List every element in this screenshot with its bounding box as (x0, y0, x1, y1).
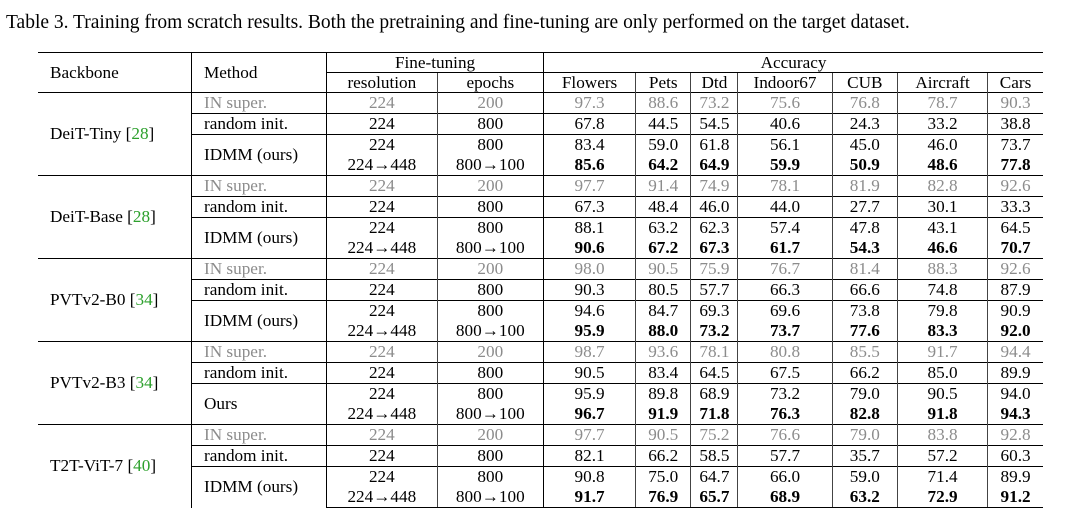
accuracy-cell-cars: 64.5 (988, 218, 1043, 239)
accuracy-cell-cub: 73.8 (832, 301, 897, 322)
accuracy-cell-aircraft: 33.2 (898, 114, 988, 135)
accuracy-cell-cars: 87.9 (988, 280, 1043, 301)
accuracy-cell-cub: 54.3 (832, 238, 897, 259)
accuracy-cell-dtd: 46.0 (691, 197, 738, 218)
accuracy-cell-flowers: 95.9 (544, 384, 636, 405)
accuracy-cell-flowers: 83.4 (544, 135, 636, 156)
accuracy-cell-pets: 59.0 (636, 135, 691, 156)
accuracy-cell-cub: 63.2 (832, 487, 897, 508)
backbone-name: T2T-ViT-7 (50, 456, 124, 476)
accuracy-cell-pets: 90.5 (636, 259, 691, 280)
resolution-cell: 224 (327, 384, 438, 405)
accuracy-cell-dtd: 78.1 (691, 342, 738, 363)
accuracy-cell-aircraft: 46.0 (898, 135, 988, 156)
citation-link[interactable]: 28 (132, 207, 151, 226)
header-dataset-aircraft: Aircraft (898, 73, 988, 93)
resolution-cell: 224 (327, 259, 438, 280)
accuracy-cell-dtd: 75.9 (691, 259, 738, 280)
accuracy-cell-flowers: 90.5 (544, 363, 636, 384)
accuracy-cell-pets: 89.8 (636, 384, 691, 405)
epochs-cell: 800→100 (437, 155, 543, 176)
citation-link[interactable]: 40 (133, 456, 151, 476)
accuracy-cell-dtd: 67.3 (691, 238, 738, 259)
epochs-cell: 800→100 (437, 487, 543, 508)
epochs-cell: 800 (437, 446, 543, 467)
accuracy-cell-aircraft: 91.8 (898, 404, 988, 425)
accuracy-cell-cars: 90.3 (988, 93, 1043, 114)
accuracy-cell-pets: 88.6 (636, 93, 691, 114)
accuracy-cell-cub: 24.3 (832, 114, 897, 135)
accuracy-cell-cars: 92.8 (988, 425, 1043, 446)
method-cell: IDMM (ours) (192, 135, 327, 176)
accuracy-cell-aircraft: 83.8 (898, 425, 988, 446)
accuracy-cell-cub: 76.8 (832, 93, 897, 114)
accuracy-cell-pets: 63.2 (636, 218, 691, 239)
epochs-cell: 800 (437, 114, 543, 135)
epochs-cell: 800 (437, 135, 543, 156)
method-cell: random init. (192, 280, 327, 301)
method-cell: random init. (192, 114, 327, 135)
accuracy-cell-dtd: 68.9 (691, 384, 738, 405)
accuracy-cell-cub: 85.5 (832, 342, 897, 363)
epochs-cell: 200 (437, 176, 543, 197)
accuracy-cell-indoor67: 68.9 (738, 487, 832, 508)
accuracy-cell-flowers: 67.3 (544, 197, 636, 218)
backbone-name: PVTv2-B3 (50, 373, 126, 392)
backbone-name: DeiT-Tiny (50, 124, 122, 143)
accuracy-cell-aircraft: 85.0 (898, 363, 988, 384)
accuracy-cell-aircraft: 72.9 (898, 487, 988, 508)
accuracy-cell-pets: 93.6 (636, 342, 691, 363)
accuracy-cell-pets: 75.0 (636, 467, 691, 488)
accuracy-cell-dtd: 65.7 (691, 487, 738, 508)
accuracy-cell-dtd: 62.3 (691, 218, 738, 239)
header-backbone: Backbone (38, 53, 192, 93)
accuracy-cell-cub: 82.8 (832, 404, 897, 425)
method-cell: IN super. (192, 259, 327, 280)
accuracy-cell-flowers: 97.7 (544, 176, 636, 197)
accuracy-cell-cub: 81.9 (832, 176, 897, 197)
accuracy-cell-pets: 76.9 (636, 487, 691, 508)
accuracy-cell-aircraft: 71.4 (898, 467, 988, 488)
header-epochs: epochs (437, 73, 543, 93)
accuracy-cell-cars: 90.9 (988, 301, 1043, 322)
epochs-cell: 800 (437, 301, 543, 322)
table-header (38, 53, 1043, 93)
resolution-cell: 224 (327, 93, 438, 114)
backbone-cell: DeiT-Base [28] (38, 176, 192, 259)
resolution-cell: 224 (327, 467, 438, 488)
method-cell: random init. (192, 197, 327, 218)
backbone-cell: PVTv2-B3 [34] (38, 342, 192, 425)
accuracy-cell-pets: 64.2 (636, 155, 691, 176)
resolution-cell: 224 (327, 446, 438, 467)
accuracy-cell-cub: 50.9 (832, 155, 897, 176)
header-accuracy: Accuracy (544, 53, 1043, 73)
resolution-cell: 224 (327, 114, 438, 135)
accuracy-cell-cars: 92.6 (988, 176, 1043, 197)
accuracy-cell-indoor67: 76.3 (738, 404, 832, 425)
accuracy-cell-cub: 59.0 (832, 467, 897, 488)
resolution-cell: 224 (327, 301, 438, 322)
resolution-cell: 224 (327, 135, 438, 156)
accuracy-cell-cub: 35.7 (832, 446, 897, 467)
accuracy-cell-cars: 94.0 (988, 384, 1043, 405)
accuracy-cell-aircraft: 48.6 (898, 155, 988, 176)
accuracy-cell-indoor67: 75.6 (738, 93, 832, 114)
table-row (38, 425, 1043, 446)
accuracy-cell-cub: 27.7 (832, 197, 897, 218)
epochs-cell: 800→100 (437, 238, 543, 259)
accuracy-cell-cub: 79.0 (832, 425, 897, 446)
header-row-1 (38, 53, 1043, 73)
method-cell: random init. (192, 363, 327, 384)
accuracy-cell-dtd: 74.9 (691, 176, 738, 197)
accuracy-cell-aircraft: 78.7 (898, 93, 988, 114)
accuracy-cell-aircraft: 79.8 (898, 301, 988, 322)
accuracy-cell-flowers: 67.8 (544, 114, 636, 135)
accuracy-cell-flowers: 95.9 (544, 321, 636, 342)
accuracy-cell-pets: 90.5 (636, 425, 691, 446)
resolution-cell: 224 (327, 218, 438, 239)
header-finetuning: Fine-tuning (327, 53, 544, 73)
resolution-cell: 224 (327, 280, 438, 301)
accuracy-cell-pets: 91.4 (636, 176, 691, 197)
accuracy-cell-aircraft: 57.2 (898, 446, 988, 467)
header-method: Method (192, 53, 327, 93)
accuracy-cell-dtd: 61.8 (691, 135, 738, 156)
accuracy-cell-aircraft: 43.1 (898, 218, 988, 239)
accuracy-cell-aircraft: 90.5 (898, 384, 988, 405)
table-row (38, 342, 1043, 363)
resolution-cell: 224→448 (327, 155, 438, 176)
accuracy-cell-flowers: 90.8 (544, 467, 636, 488)
method-cell: Ours (192, 384, 327, 425)
accuracy-cell-indoor67: 61.7 (738, 238, 832, 259)
accuracy-cell-cub: 66.2 (832, 363, 897, 384)
accuracy-cell-pets: 84.7 (636, 301, 691, 322)
accuracy-cell-dtd: 54.5 (691, 114, 738, 135)
accuracy-cell-dtd: 57.7 (691, 280, 738, 301)
accuracy-cell-indoor67: 66.3 (738, 280, 832, 301)
accuracy-cell-indoor67: 57.7 (738, 446, 832, 467)
backbone-cell: T2T-ViT-7 [40] (38, 425, 192, 508)
header-dataset-pets: Pets (636, 73, 691, 93)
accuracy-cell-pets: 80.5 (636, 280, 691, 301)
accuracy-cell-indoor67: 57.4 (738, 218, 832, 239)
accuracy-cell-dtd: 69.3 (691, 301, 738, 322)
accuracy-cell-indoor67: 76.7 (738, 259, 832, 280)
accuracy-cell-cars: 92.0 (988, 321, 1043, 342)
accuracy-cell-dtd: 64.5 (691, 363, 738, 384)
backbone-name: DeiT-Base (50, 207, 123, 226)
accuracy-cell-dtd: 64.9 (691, 155, 738, 176)
accuracy-cell-aircraft: 46.6 (898, 238, 988, 259)
method-cell: IN super. (192, 342, 327, 363)
method-cell: random init. (192, 446, 327, 467)
epochs-cell: 800 (437, 384, 543, 405)
backbone-name: PVTv2-B0 (50, 290, 126, 309)
accuracy-cell-flowers: 85.6 (544, 155, 636, 176)
accuracy-cell-pets: 66.2 (636, 446, 691, 467)
accuracy-cell-flowers: 97.3 (544, 93, 636, 114)
epochs-cell: 200 (437, 93, 543, 114)
accuracy-cell-indoor67: 40.6 (738, 114, 832, 135)
accuracy-cell-indoor67: 69.6 (738, 301, 832, 322)
accuracy-cell-indoor67: 44.0 (738, 197, 832, 218)
accuracy-cell-flowers: 96.7 (544, 404, 636, 425)
method-cell: IN super. (192, 93, 327, 114)
header-resolution: resolution (327, 73, 438, 93)
header-dataset-dtd: Dtd (691, 73, 738, 93)
accuracy-cell-pets: 67.2 (636, 238, 691, 259)
epochs-cell: 200 (437, 342, 543, 363)
header-dataset-cub: CUB (832, 73, 897, 93)
resolution-cell: 224 (327, 342, 438, 363)
epochs-cell: 800 (437, 363, 543, 384)
accuracy-cell-aircraft: 82.8 (898, 176, 988, 197)
accuracy-cell-indoor67: 78.1 (738, 176, 832, 197)
backbone-cell: DeiT-Tiny [28] (38, 93, 192, 176)
accuracy-cell-indoor67: 67.5 (738, 363, 832, 384)
table-row (38, 259, 1043, 280)
accuracy-cell-dtd: 71.8 (691, 404, 738, 425)
accuracy-cell-cars: 94.3 (988, 404, 1043, 425)
accuracy-cell-pets: 44.5 (636, 114, 691, 135)
resolution-cell: 224→448 (327, 238, 438, 259)
accuracy-cell-cars: 33.3 (988, 197, 1043, 218)
accuracy-cell-aircraft: 30.1 (898, 197, 988, 218)
accuracy-cell-flowers: 82.1 (544, 446, 636, 467)
accuracy-cell-flowers: 88.1 (544, 218, 636, 239)
accuracy-cell-cars: 38.8 (988, 114, 1043, 135)
results-table-container (38, 52, 1043, 508)
header-dataset-cars: Cars (988, 73, 1043, 93)
header-dataset-indoor67: Indoor67 (738, 73, 832, 93)
accuracy-cell-indoor67: 80.8 (738, 342, 832, 363)
accuracy-cell-aircraft: 74.8 (898, 280, 988, 301)
accuracy-cell-aircraft: 91.7 (898, 342, 988, 363)
accuracy-cell-cars: 94.4 (988, 342, 1043, 363)
header-dataset-flowers: Flowers (544, 73, 636, 93)
epochs-cell: 800 (437, 280, 543, 301)
accuracy-cell-indoor67: 73.2 (738, 384, 832, 405)
citation-link[interactable]: 34 (135, 373, 153, 392)
accuracy-cell-dtd: 73.2 (691, 93, 738, 114)
accuracy-cell-flowers: 90.3 (544, 280, 636, 301)
accuracy-cell-cub: 79.0 (832, 384, 897, 405)
accuracy-cell-cars: 73.7 (988, 135, 1043, 156)
accuracy-cell-dtd: 64.7 (691, 467, 738, 488)
accuracy-cell-pets: 48.4 (636, 197, 691, 218)
accuracy-cell-aircraft: 88.3 (898, 259, 988, 280)
results-table (38, 52, 1043, 508)
accuracy-cell-flowers: 91.7 (544, 487, 636, 508)
epochs-cell: 800→100 (437, 404, 543, 425)
accuracy-cell-dtd: 75.2 (691, 425, 738, 446)
accuracy-cell-pets: 91.9 (636, 404, 691, 425)
resolution-cell: 224→448 (327, 404, 438, 425)
accuracy-cell-cub: 47.8 (832, 218, 897, 239)
method-cell: IN super. (192, 425, 327, 446)
accuracy-cell-indoor67: 56.1 (738, 135, 832, 156)
resolution-cell: 224 (327, 197, 438, 218)
epochs-cell: 800 (437, 218, 543, 239)
citation-link[interactable]: 28 (131, 124, 149, 143)
accuracy-cell-flowers: 90.6 (544, 238, 636, 259)
accuracy-cell-dtd: 58.5 (691, 446, 738, 467)
accuracy-cell-cub: 77.6 (832, 321, 897, 342)
accuracy-cell-indoor67: 66.0 (738, 467, 832, 488)
epochs-cell: 800 (437, 467, 543, 488)
table-row (38, 176, 1043, 197)
method-cell: IDMM (ours) (192, 301, 327, 342)
accuracy-cell-cars: 89.9 (988, 363, 1043, 384)
resolution-cell: 224→448 (327, 487, 438, 508)
accuracy-cell-flowers: 98.0 (544, 259, 636, 280)
accuracy-cell-cars: 92.6 (988, 259, 1043, 280)
resolution-cell: 224 (327, 425, 438, 446)
accuracy-cell-cars: 91.2 (988, 487, 1043, 508)
citation-link[interactable]: 34 (135, 290, 153, 309)
resolution-cell: 224 (327, 363, 438, 384)
accuracy-cell-pets: 83.4 (636, 363, 691, 384)
method-cell: IDMM (ours) (192, 467, 327, 508)
accuracy-cell-cub: 66.6 (832, 280, 897, 301)
table-row (38, 93, 1043, 114)
backbone-cell: PVTv2-B0 [34] (38, 259, 192, 342)
epochs-cell: 200 (437, 425, 543, 446)
method-cell: IN super. (192, 176, 327, 197)
accuracy-cell-flowers: 94.6 (544, 301, 636, 322)
method-cell: IDMM (ours) (192, 218, 327, 259)
accuracy-cell-flowers: 98.7 (544, 342, 636, 363)
accuracy-cell-indoor67: 73.7 (738, 321, 832, 342)
accuracy-cell-cars: 60.3 (988, 446, 1043, 467)
accuracy-cell-indoor67: 59.9 (738, 155, 832, 176)
accuracy-cell-cars: 70.7 (988, 238, 1043, 259)
accuracy-cell-indoor67: 76.6 (738, 425, 832, 446)
epochs-cell: 800→100 (437, 321, 543, 342)
accuracy-cell-cub: 45.0 (832, 135, 897, 156)
accuracy-cell-cub: 81.4 (832, 259, 897, 280)
accuracy-cell-cars: 89.9 (988, 467, 1043, 488)
epochs-cell: 800 (437, 197, 543, 218)
accuracy-cell-flowers: 97.7 (544, 425, 636, 446)
accuracy-cell-dtd: 73.2 (691, 321, 738, 342)
accuracy-cell-pets: 88.0 (636, 321, 691, 342)
resolution-cell: 224→448 (327, 321, 438, 342)
resolution-cell: 224 (327, 176, 438, 197)
table-caption: Table 3. Training from scratch results. Both the pretraining and fine-tuning are only performed on the target dataset. (6, 12, 910, 33)
epochs-cell: 200 (437, 259, 543, 280)
table-body (38, 93, 1043, 508)
accuracy-cell-aircraft: 83.3 (898, 321, 988, 342)
accuracy-cell-cars: 77.8 (988, 155, 1043, 176)
